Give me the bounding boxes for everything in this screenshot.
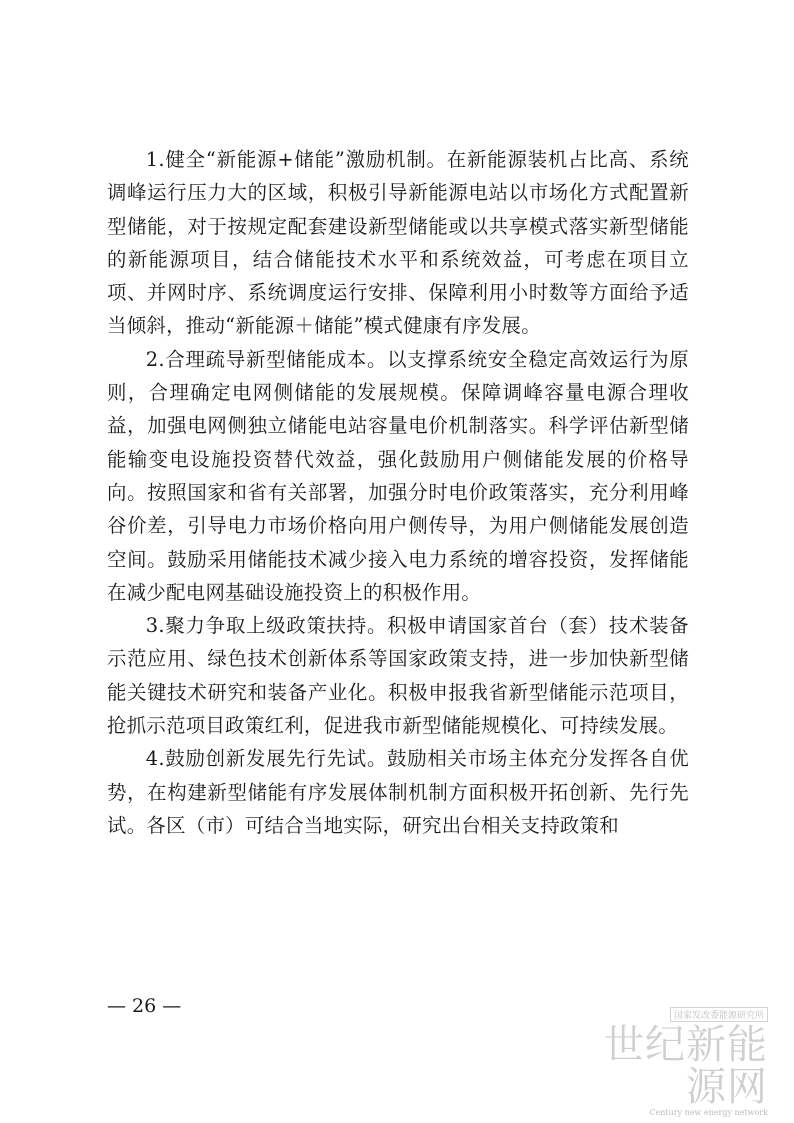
watermark-sub: Century new energy network xyxy=(649,1108,768,1117)
paragraph-2: 2.合理疏导新型储能成本。以支撑系统安全稳定高效运行为原则，合理确定电网侧储能的发展规模。保障调峰容量电源合理收益，加强电网侧独立储能电站容量电价机制落实。科学评估新型储能输变电设施投资替代效益，强化鼓励用户侧储能发展的价格导向。按照国家和省有关部署，加强分时电价政策落实，充分利用峰谷价差，引导电力市场价格向用户侧传导，为用户侧储能发展创造空间。鼓励采用储能技术减少接入电力系统的增容投资，发挥储能在减少配电网基础设施投资上的积极作用。 xyxy=(107,347,689,604)
paragraph-4: 4.鼓励创新发展先行先试。鼓励相关市场主体充分发挥各自优势，在构建新型储能有序发展体制机制方面积极开拓创新、先行先试。各区（市）可结合当地实际，研究出台相关支持政策和 xyxy=(107,747,689,837)
watermark-main: 世纪新能源网 xyxy=(604,1022,768,1110)
page-number: — 26 — xyxy=(107,995,182,1017)
paragraph-3: 3.聚力争取上级政策扶持。积极申请国家首台（套）技术装备示范应用、绿色技术创新体系等国家政策支持，进一步加快新型储能关键技术研究和装备产业化。积极申报我省新型储能示范项目，抢抓示范项目政策红利，促进我市新型储能规模化、可持续发展。 xyxy=(107,614,689,738)
watermark xyxy=(598,1003,768,1117)
watermark-top: 国家发改委能源研究所 xyxy=(670,1007,768,1022)
paragraph-1: 1.健全“新能源+储能”激励机制。在新能源装机占比高、系统调峰运行压力大的区域，积极引导新能源电站以市场化方式配置新型储能，对于按规定配套建设新型储能或以共享模式落实新型储能的新能源项目，结合储能技术水平和系统效益，可考虑在项目立项、并网时序、系统调度运行安排、保障利用小时数等方面给予适当倾斜，推动“新能源＋储能”模式健康有序发展。 xyxy=(107,148,689,338)
document-body xyxy=(107,143,689,842)
